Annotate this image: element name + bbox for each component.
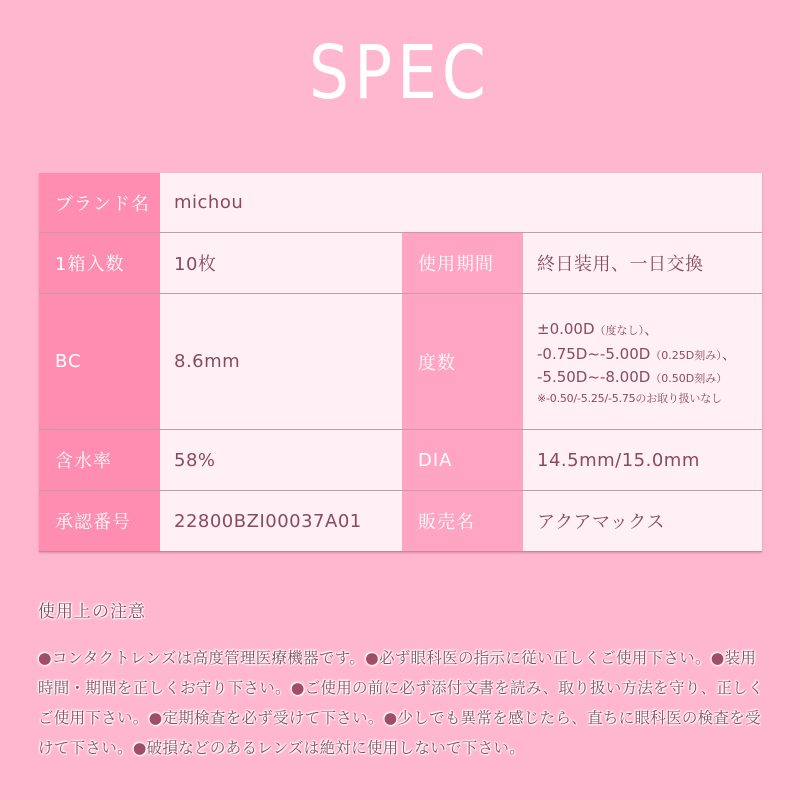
- note-item: ご使用の前に必ず添付文書を読み、取り扱い方法を守り、正しくご使用下さい。: [38, 679, 764, 727]
- brand-label: ブランド名: [39, 173, 160, 232]
- brand-value: michou: [160, 173, 762, 232]
- table-row-brand: [39, 173, 762, 233]
- bullet-icon: ●: [148, 709, 163, 727]
- notes-body: [38, 643, 768, 763]
- bullet-icon: ●: [365, 649, 379, 667]
- power-label: 度数: [402, 294, 523, 429]
- note-item: 少しでも異常を感じたら、直ちに眼科医の検査を受けて下さい。: [38, 709, 761, 757]
- power-value: [523, 294, 762, 429]
- water-content-label: 含水率: [39, 430, 160, 490]
- usage-period-label: 使用期間: [402, 233, 523, 293]
- power-range: -5.50D~-8.00D: [537, 367, 651, 386]
- bullet-icon: ●: [710, 649, 725, 667]
- power-line: [537, 368, 737, 386]
- dia-value: 14.5mm/15.0mm: [523, 430, 762, 490]
- bc-value: 8.6mm: [160, 294, 402, 429]
- note-item: 定期検査を必ず受けて下さい。: [162, 709, 384, 727]
- notes-title: 使用上の注意: [38, 602, 146, 622]
- table-row-approval-number: [39, 491, 762, 552]
- sales-name-label: 販売名: [402, 491, 523, 551]
- power-separator: 、: [644, 319, 660, 338]
- page-title: SPEC: [309, 30, 491, 116]
- power-step: （0.25D刻み）: [650, 348, 722, 362]
- sales-name-value: アクアマックス: [523, 491, 762, 551]
- power-note: ※-0.50/-5.25/-5.75のお取り扱いなし: [537, 391, 722, 405]
- box-count-label: 1箱入数: [39, 233, 160, 293]
- approval-number-label: 承認番号: [39, 491, 160, 551]
- note-item: 必ず眼科医の指示に従い正しくご使用下さい。: [378, 649, 711, 667]
- bullet-icon: ●: [38, 649, 52, 667]
- usage-period-value: 終日装用、一日交換: [523, 233, 762, 293]
- note-item: コンタクトレンズは高度管理医療機器です。: [51, 649, 366, 667]
- power-separator: 、: [721, 344, 737, 363]
- power-list: [537, 318, 737, 406]
- table-row-bc: [39, 294, 762, 430]
- power-range: ±0.00D: [537, 319, 595, 338]
- power-line: [537, 343, 737, 364]
- bc-label: BC: [39, 294, 160, 429]
- power-step: （0.50D刻み）: [650, 371, 728, 385]
- bullet-icon: ●: [132, 739, 147, 757]
- power-line: [537, 318, 737, 339]
- power-range: -0.75D~-5.00D: [537, 344, 651, 363]
- box-count-value: 10枚: [160, 233, 402, 293]
- bullet-icon: ●: [383, 709, 398, 727]
- table-row-water-content: [39, 430, 762, 491]
- bullet-icon: ●: [290, 679, 305, 697]
- dia-label: DIA: [402, 430, 523, 490]
- water-content-value: 58%: [160, 430, 402, 490]
- spec-table: [39, 173, 762, 552]
- note-item: 装用時間・期間を正しくお守り下さい。: [38, 649, 757, 697]
- note-item: 破損などのあるレンズは絶対に使用しないで下さい。: [146, 739, 525, 757]
- power-step: （度なし）: [594, 323, 645, 337]
- table-row-box-count: [39, 233, 762, 294]
- approval-number-value: 22800BZI00037A01: [160, 491, 402, 551]
